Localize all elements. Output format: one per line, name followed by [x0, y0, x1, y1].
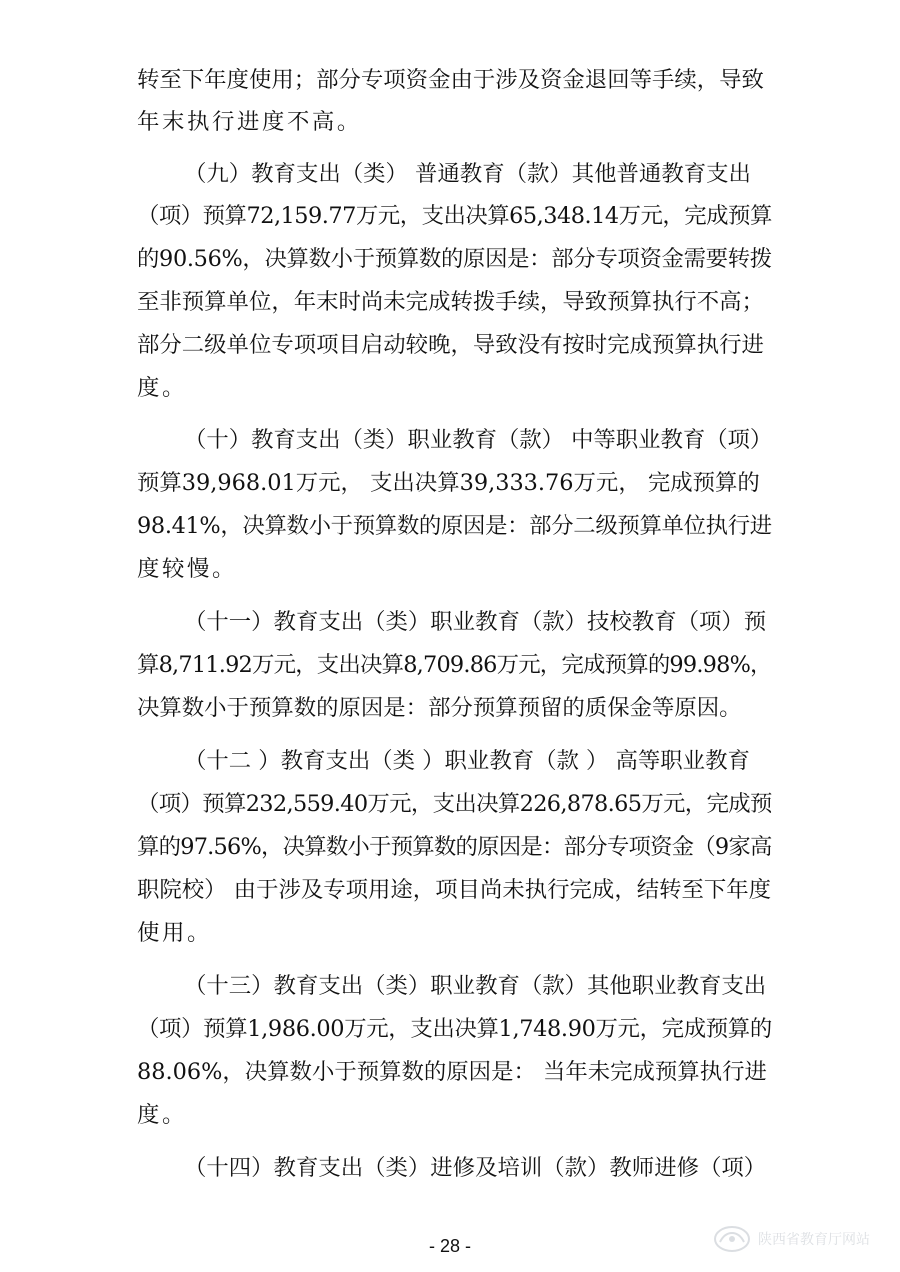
text-line: 算8,711.92万元，支出决算8,709.86万元，完成预算的99.98%，: [137, 652, 772, 678]
text-line: 度较慢。: [137, 556, 237, 582]
text-line: 部分二级单位专项项目启动较晚，导致没有按时完成预算执行进: [137, 332, 764, 358]
text-line: （十四）教育支出（类）进修及培训（款）教师进修（项）: [184, 1155, 767, 1181]
text-line: 职院校） 由于涉及专项用途，项目尚未执行完成，结转至下年度: [137, 877, 772, 903]
text-line: （项）预算232,559.40万元，支出决算226,878.65万元，完成预: [137, 791, 772, 817]
text-line: （十一）教育支出（类）职业教育（款）技校教育（项）预: [184, 609, 767, 635]
text-line: 88.06%，决算数小于预算数的原因是： 当年未完成预算执行进: [137, 1059, 767, 1085]
watermark-text: 陕西省教育厅网站: [758, 1232, 870, 1248]
text-line: 算的97.56%，决算数小于预算数的原因是：部分专项资金（9家高: [137, 834, 772, 860]
text-line: 转至下年度使用；部分专项资金由于涉及资金退回等手续，导致: [137, 67, 764, 93]
text-line: 98.41%，决算数小于预算数的原因是：部分二级预算单位执行进: [137, 513, 772, 539]
text-line: 使用。: [137, 920, 212, 946]
page-number: - 28 -: [428, 1236, 471, 1256]
text-line: （十三）教育支出（类）职业教育（款）其他职业教育支出: [184, 973, 767, 999]
text-line: 决算数小于预算数的原因是：部分预算预留的质保金等原因。: [137, 695, 742, 721]
text-line: 预算39,968.01万元， 支出决算39,333.76万元， 完成预算的: [137, 470, 760, 496]
text-line: （十）教育支出（类）职业教育（款） 中等职业教育（项）: [184, 427, 773, 453]
text-line: （九）教育支出（类） 普通教育（款）其他普通教育支出: [184, 161, 751, 187]
text-line: （十二 ）教育支出（类 ）职业教育（款 ） 高等职业教育: [184, 748, 750, 774]
text-line: 度。: [137, 375, 187, 401]
text-line: 的90.56%，决算数小于预算数的原因是：部分专项资金需要转拨: [137, 246, 772, 272]
text-line: （项）预算72,159.77万元，支出决算65,348.14万元，完成预算: [137, 203, 772, 229]
text-line: 至非预算单位，年末时尚未完成转拨手续，导致预算执行不高；: [137, 289, 764, 315]
watermark-logo-icon: [712, 1222, 752, 1256]
site-watermark: [712, 1220, 892, 1260]
text-line: 年末执行进度不高。: [137, 109, 362, 135]
text-line: 度。: [137, 1102, 187, 1128]
text-line: （项）预算1,986.00万元，支出决算1,748.90万元，完成预算的: [137, 1016, 772, 1042]
